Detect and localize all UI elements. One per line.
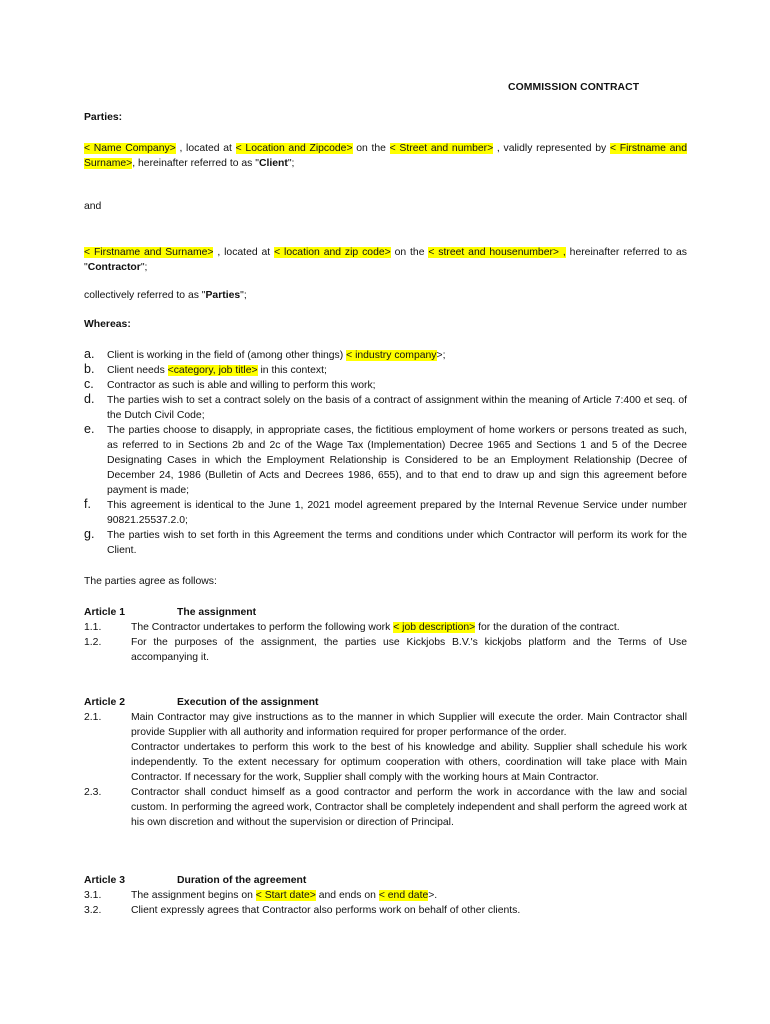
clause-3-2 <box>84 903 687 918</box>
article-number: Article 2 <box>84 697 126 708</box>
clause-text: Contractor shall conduct himself as a good contractor and perform the work in accordance with the law and social custom. In performing the agreed work, Contractor shall be completely independent and shall perform the agreed work at his own discretion and without the supervision or direction of Principal. <box>131 787 687 828</box>
contractor-paragraph <box>84 245 687 275</box>
list-letter: a. <box>84 347 95 361</box>
whereas-item-g <box>84 528 687 558</box>
whereas-item-d <box>84 393 687 423</box>
job-description-placeholder[interactable]: < job description> <box>393 622 476 633</box>
article-2 <box>84 695 687 830</box>
whereas-text: The parties choose to disapply, in appropriate cases, the fictitious employment of home workers or persons treated as such, as referred to in Sections 2b and 2c of the Wage Tax (Implementation) Decree 1965 and Sections 1 and 5 of the Decree Designating Cases in which the Employment Relationship is Considered to be an Employment Relationship (Decree of December 24, 1986 (Bulletin of Acts and Decrees 1986, 655), and to that end to draw up and sign this agreement before payment is made; <box>107 425 687 496</box>
text-segment: "; <box>287 158 295 169</box>
clause-number: 1.2. <box>84 637 102 648</box>
list-letter: d. <box>84 392 95 406</box>
whereas-text: The parties wish to set a contract solely on the basis of a contract of assignment within the meaning of Article 7:400 et seq. of the Dutch Civil Code; <box>107 395 687 421</box>
article-heading <box>84 605 687 620</box>
clause-number: 1.1. <box>84 622 102 633</box>
whereas-item-f <box>84 498 687 528</box>
clause-number: 3.1. <box>84 890 102 901</box>
industry-company-placeholder[interactable]: < industry company <box>346 350 437 361</box>
clause-2-1-continued <box>84 740 687 785</box>
article-number: Article 1 <box>84 607 126 618</box>
clause-1-2 <box>84 635 687 665</box>
clause-2-3 <box>84 785 687 830</box>
text-segment: and ends on <box>315 890 379 901</box>
text-segment: , validly represented by <box>493 143 610 154</box>
article-title: Execution of the assignment <box>177 697 319 708</box>
whereas-item-b <box>84 363 687 378</box>
whereas-label: Whereas: <box>84 319 131 330</box>
text-segment: on the <box>352 143 390 154</box>
text-segment: >. <box>428 890 438 901</box>
whereas-item-a <box>84 348 687 363</box>
client-term: Client <box>258 158 288 169</box>
list-letter: g. <box>84 527 95 541</box>
contractor-term: Contractor <box>87 262 141 273</box>
client-paragraph <box>84 141 687 171</box>
text-segment: "; <box>140 262 148 273</box>
firstname-surname-placeholder[interactable]: < Firstname and Surname> <box>84 143 687 169</box>
article-3 <box>84 873 687 918</box>
contractor-street-placeholder[interactable]: < street and housenumber> , <box>428 247 566 258</box>
whereas-list <box>84 348 687 558</box>
and-text: and <box>84 201 102 212</box>
parties-label: Parties: <box>84 112 123 123</box>
list-letter: c. <box>84 377 94 391</box>
article-heading <box>84 873 687 888</box>
clause-text: Main Contractor may give instructions as to the manner in which Supplier will execute the order. Main Contractor shall provide Supplier with all authority and information required for proper performance of the order. <box>131 712 687 738</box>
clause-text: For the purposes of the assignment, the parties use Kickjobs B.V.'s kickjobs platform and the Terms of Use accompanying it. <box>131 637 687 663</box>
text-segment: The Contractor undertakes to perform the following work <box>131 622 394 633</box>
article-title: Duration of the agreement <box>177 875 307 886</box>
article-heading <box>84 695 687 710</box>
text-segment: collectively referred to as " <box>84 290 206 301</box>
name-company-placeholder[interactable]: < Name Company> <box>84 143 176 154</box>
start-date-placeholder[interactable]: < Start date> <box>255 890 316 901</box>
text-segment: hereinafter referred to as " <box>84 247 688 273</box>
text-segment: Client is working in the field of (among other things) <box>107 350 347 361</box>
whereas-text: Contractor as such is able and willing to perform this work; <box>107 380 376 391</box>
whereas-item-c <box>84 378 687 393</box>
text-segment: Client needs <box>107 365 168 376</box>
document-title: COMMISSION CONTRACT <box>508 82 640 93</box>
text-segment: , located at <box>213 247 275 258</box>
article-1 <box>84 605 687 665</box>
text-segment: , located at <box>175 143 236 154</box>
text-segment: on the <box>390 247 429 258</box>
clause-text: Client expressly agrees that Contractor also performs work on behalf of other clients. <box>131 905 521 916</box>
clause-text: Contractor undertakes to perform this work to the best of his knowledge and ability. Supplier shall schedule his work independently. To the extent necessary for optimum cooperation with others, coordination will take place with Main Contractor. If necessary for the work, Supplier shall comply with the working hours at Main Contractor. <box>131 742 687 783</box>
text-segment: The assignment begins on <box>131 890 256 901</box>
end-date-placeholder[interactable]: < end date <box>378 890 429 901</box>
whereas-item-e <box>84 423 687 498</box>
collective-paragraph <box>84 290 247 301</box>
street-number-placeholder[interactable]: < Street and number> <box>389 143 494 154</box>
text-segment: >; <box>436 350 446 361</box>
whereas-text: The parties wish to set forth in this Agreement the terms and conditions under which Contractor will perform its work for the Client. <box>107 530 687 556</box>
article-title: The assignment <box>177 607 257 618</box>
whereas-text: This agreement is identical to the June 1, 2021 model agreement prepared by the Internal Revenue Service under number 90821.25537.2.0; <box>107 500 687 526</box>
text-segment: , hereinafter referred to as " <box>132 158 259 169</box>
contractor-name-placeholder[interactable]: < Firstname and Surname> <box>84 247 214 258</box>
clause-3-1 <box>84 888 687 903</box>
clause-1-1 <box>84 620 687 635</box>
category-job-title-placeholder[interactable]: <category, job title> <box>167 365 258 376</box>
list-letter: f. <box>84 497 91 511</box>
clause-number: 2.1. <box>84 712 102 723</box>
text-segment: in this context; <box>257 365 327 376</box>
agree-text: The parties agree as follows: <box>84 576 217 587</box>
list-letter: e. <box>84 422 95 436</box>
text-segment: "; <box>240 290 247 301</box>
article-number: Article 3 <box>84 875 126 886</box>
location-zipcode-placeholder[interactable]: < Location and Zipcode> <box>235 143 353 154</box>
clause-number: 2.3. <box>84 787 102 798</box>
clause-2-1 <box>84 710 687 740</box>
parties-term: Parties <box>205 290 241 301</box>
clause-number: 3.2. <box>84 905 102 916</box>
text-segment: for the duration of the contract. <box>475 622 620 633</box>
contractor-location-placeholder[interactable]: < location and zip code> <box>274 247 391 258</box>
list-letter: b. <box>84 362 95 376</box>
